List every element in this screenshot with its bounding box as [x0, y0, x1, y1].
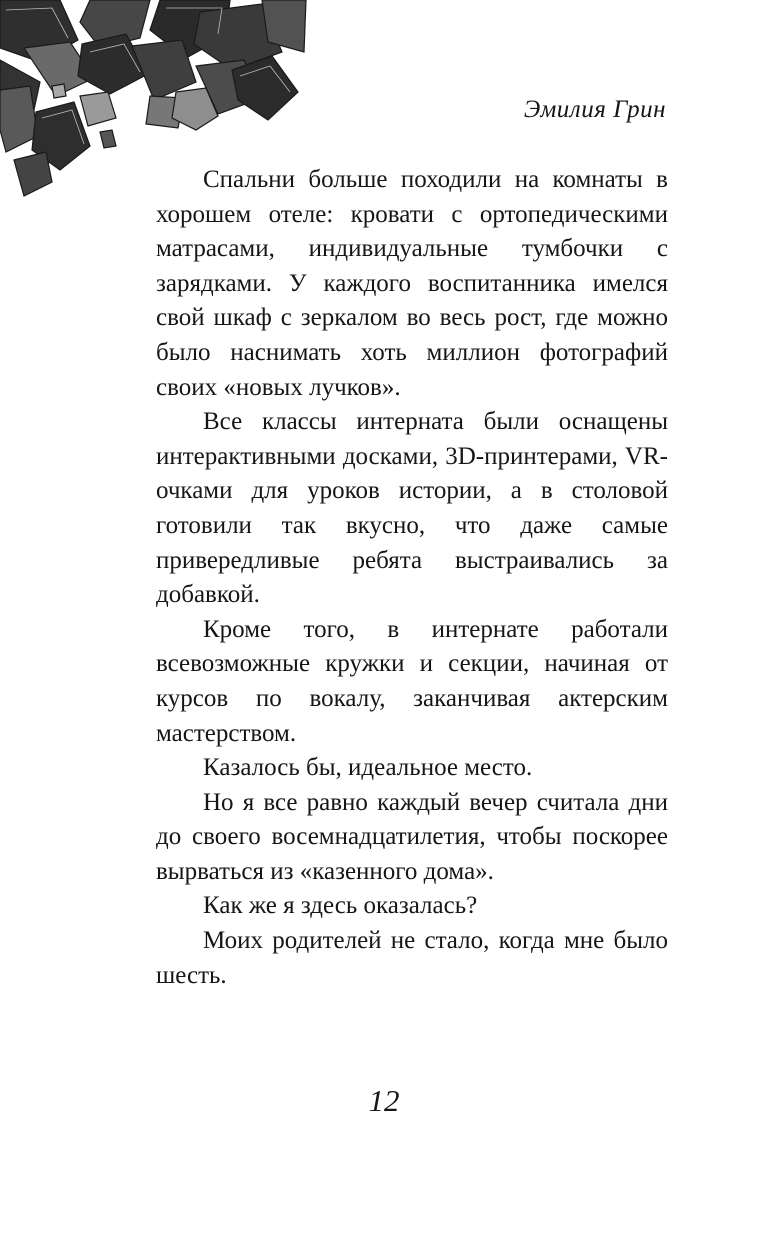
- page-number: 12: [368, 1083, 400, 1118]
- chocolate-shard: [14, 152, 52, 196]
- paragraph: Кроме того, в интернате работали всевозможные кружки и секции, начиная от курсов по вокалу, заканчивая актерским мастерством.: [156, 615, 668, 747]
- paragraph: Как же я здесь оказалась?: [203, 892, 478, 920]
- paragraph: Все классы интерната были оснащены интерактивными досками, 3D-принтерами, VR-очками для уроков истории, а в столовой готовили так вкусно, что даже самые привередливые ребята выстраивались за добавкой.: [156, 408, 668, 609]
- chocolate-shard: [52, 84, 66, 98]
- paragraph: Но я все равно каждый вечер считала дни до своего восемнадцатилетия, чтобы поскорее вырваться из «казенного дома».: [156, 788, 668, 885]
- chocolate-shard: [80, 92, 116, 126]
- paragraph: Казалось бы, идеальное место.: [203, 754, 533, 782]
- paragraph: Спальни больше походили на комнаты в хорошем отеле: кровати с ортопедическими матрасами, индивидуальные тумбочки с зарядками. У каждого воспитанника имелся свой шкаф с зеркалом во весь рост, где можно было наснимать хоть миллион фотографий своих «новых лучков».: [156, 166, 668, 401]
- chocolate-shard: [100, 130, 116, 148]
- body-text: [156, 163, 668, 993]
- paragraph: Моих родителей не стало, когда мне было шесть.: [156, 927, 668, 989]
- chocolate-shard: [78, 34, 148, 94]
- running-head-author: Эмилия Грин: [523, 96, 666, 123]
